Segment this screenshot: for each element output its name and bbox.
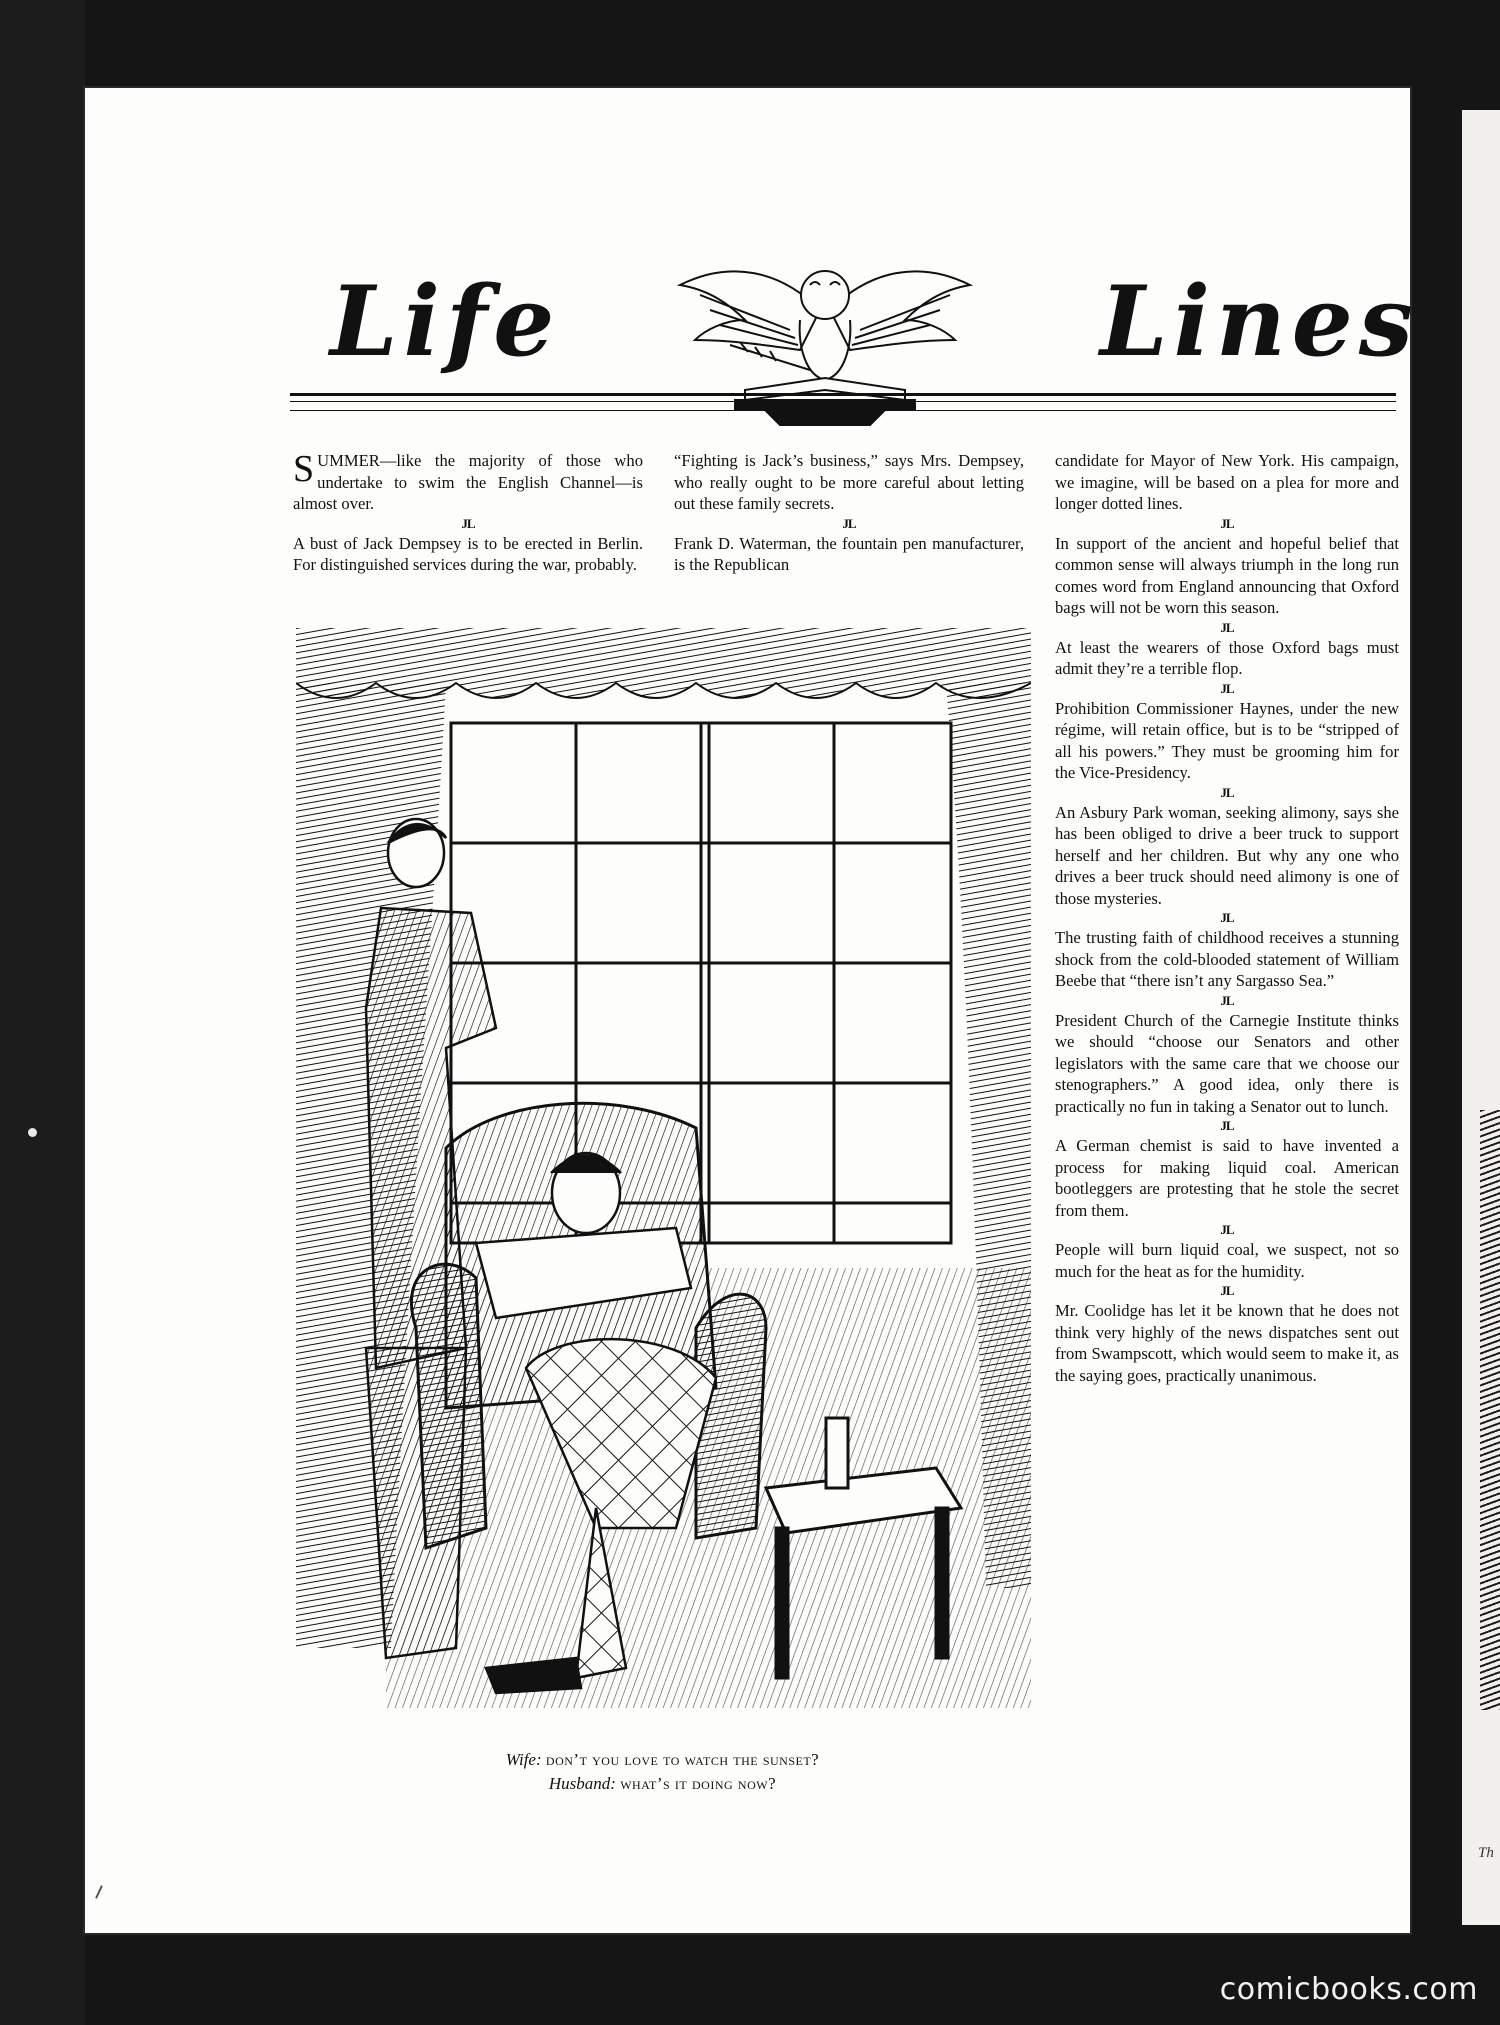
paragraph: “Fighting is Jack’s business,” says Mrs. Dempsey, who really ought to be more careful about letting out these family secrets. <box>674 451 1024 513</box>
paragraph: President Church of the Carnegie Institute thinks we should “choose our Senators and other legislators with the same care that we choose our stenographers.” A good idea, only there is practically no fun in taking a Senator out to lunch. <box>1055 1010 1399 1116</box>
masthead-title-right: Lines <box>1100 265 1419 378</box>
text-column-2 <box>674 450 1024 576</box>
paragraph: A bust of Jack Dempsey is to be erected in Berlin. For distinguished services during the war, probably. <box>293 533 643 574</box>
paragraph: Frank D. Waterman, the fountain pen manufacturer, is the Republican <box>674 533 1024 574</box>
paragraph: candidate for Mayor of New York. His campaign, we imagine, will be based on a plea for more and longer dotted lines. <box>1055 451 1399 513</box>
paragraph-separator: JL <box>1220 1283 1234 1298</box>
cherub-emblem <box>670 250 980 430</box>
caption-line <box>295 1772 1030 1796</box>
caption-line <box>295 1748 1030 1772</box>
paragraph-separator: JL <box>1220 1222 1234 1237</box>
paragraph: At least the wearers of those Oxford bags must admit they’re a terrible flop. <box>1055 637 1399 678</box>
scan-speck <box>28 1128 37 1137</box>
paragraph-separator: JL <box>1220 515 1234 531</box>
paragraph: Prohibition Commissioner Haynes, under the new régime, will retain office, but is to be “stripped of all his powers.” They must be grooming him for the Vice-Presidency. <box>1055 698 1399 782</box>
caption-dialogue: what’s it doing now? <box>620 1774 777 1793</box>
header-rule <box>290 401 1396 402</box>
site-watermark: comicbooks.com <box>1219 1972 1478 2007</box>
paragraph-separator: JL <box>1220 992 1234 1008</box>
paragraph-separator: JL <box>1220 680 1234 696</box>
paragraph-separator: JL <box>1220 784 1234 800</box>
paragraph-separator: JL <box>842 515 856 531</box>
paragraph-separator: JL <box>461 515 475 531</box>
header-rule <box>290 410 1396 411</box>
paragraph: In support of the ancient and hopeful belief that common sense will always triumph in the long run comes word from England announcing that Oxford bags will not be worn this season. <box>1055 533 1399 617</box>
caption-speaker: Wife: <box>505 1750 542 1769</box>
masthead-title-left: Life <box>330 265 561 378</box>
paragraph-text: UMMER—like the majority of those who undertake to swim the English Channel—is almost over. <box>293 451 643 513</box>
paragraph-separator: JL <box>1220 1118 1234 1133</box>
paragraph-separator: JL <box>1220 619 1234 635</box>
paragraph: A German chemist is said to have invented a process for making liquid coal. American bootleggers are protesting that he stole the secret from them. <box>1055 1136 1399 1220</box>
paragraph: The trusting faith of childhood receives a stunning shock from the cold-blooded statement of William Beebe that “there isn’t any Sargasso Sea.” <box>1055 928 1399 990</box>
text-column-3 <box>1055 450 1399 1386</box>
adjacent-page-illustration <box>1480 1110 1500 1710</box>
cartoon-illustration <box>296 628 1031 1738</box>
illustration-caption <box>295 1748 1030 1796</box>
adjacent-page-text: Th <box>1478 1845 1494 1861</box>
text-column-1 <box>293 450 643 576</box>
scan-left-margin <box>0 0 85 2025</box>
caption-speaker: Husband: <box>548 1774 616 1793</box>
drop-cap: S <box>293 448 315 490</box>
caption-dialogue: don’t you love to watch the sunset? <box>545 1750 820 1769</box>
paragraph: People will burn liquid coal, we suspect, not so much for the heat as for the humidity. <box>1055 1240 1399 1281</box>
paragraph: An Asbury Park woman, seeking alimony, says she has been obliged to drive a beer truck to support herself and her children. But why any one who drives a beer truck should need alimony is one of those mysteries. <box>1055 802 1399 908</box>
paragraph <box>293 450 643 515</box>
header-rule <box>290 393 1396 396</box>
paragraph-separator: JL <box>1220 910 1234 925</box>
adjacent-page-edge <box>1462 110 1500 1925</box>
paragraph: Mr. Coolidge has let it be known that he does not think very highly of the news dispatches sent out from Swampscott, which would seem to make it, as the saying goes, practically unanimous. <box>1055 1301 1399 1385</box>
